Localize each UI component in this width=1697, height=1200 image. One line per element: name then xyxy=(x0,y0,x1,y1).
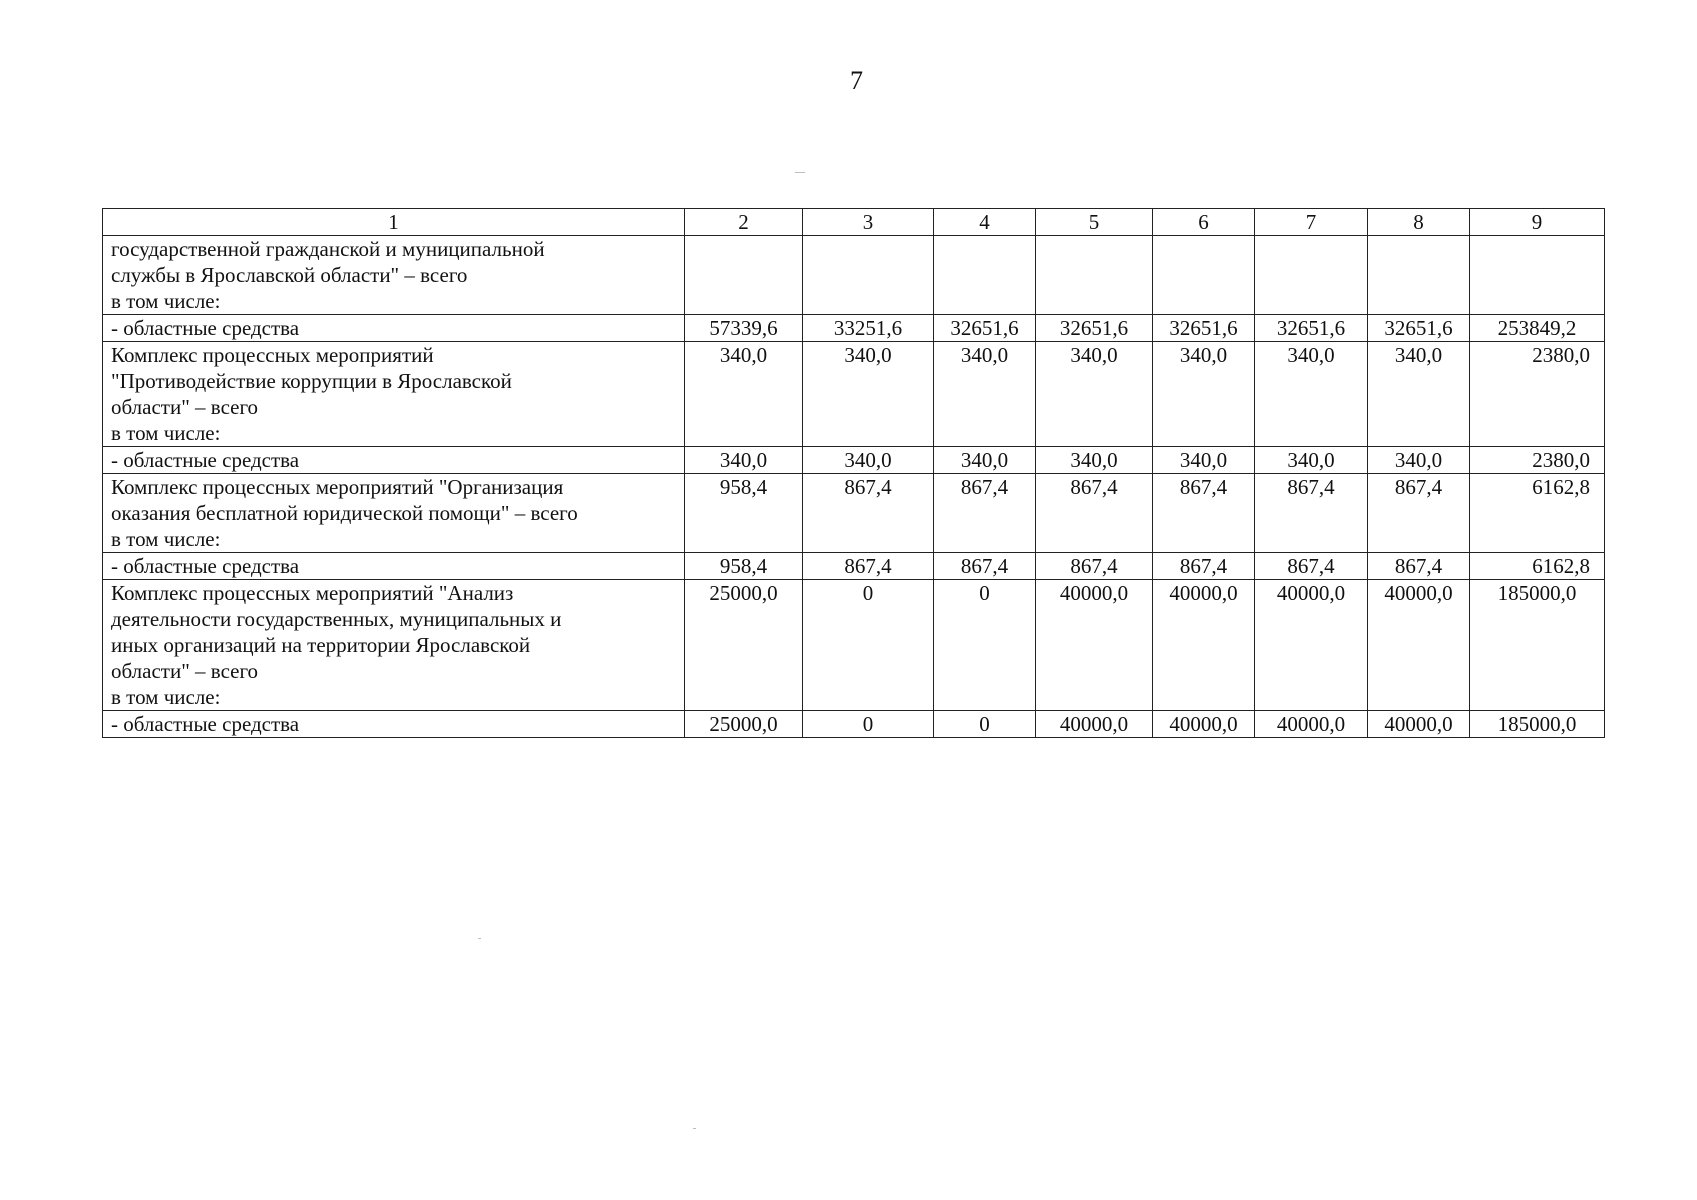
scan-artifact xyxy=(478,938,481,939)
table-cell: 253849,2 xyxy=(1470,315,1605,342)
table-row xyxy=(103,474,1605,553)
column-header: 2 xyxy=(685,209,803,236)
table-cell: 867,4 xyxy=(803,474,934,553)
table-cell: 867,4 xyxy=(1255,553,1368,580)
scan-artifact xyxy=(693,1128,696,1129)
table-cell: 40000,0 xyxy=(1153,580,1255,711)
table-cell: 6162,8 xyxy=(1470,474,1605,553)
row-label-line: в том числе: xyxy=(111,289,221,313)
table-cell: 32651,6 xyxy=(934,315,1036,342)
table-row xyxy=(103,711,1605,738)
table-cell: 0 xyxy=(934,711,1036,738)
table-cell: 25000,0 xyxy=(685,580,803,711)
table-cell: 40000,0 xyxy=(1036,711,1153,738)
table-cell: 340,0 xyxy=(934,342,1036,447)
table-cell: 867,4 xyxy=(1153,474,1255,553)
row-label-line: службы в Ярославской области" – всего xyxy=(111,263,468,287)
row-label xyxy=(103,236,685,315)
column-header: 7 xyxy=(1255,209,1368,236)
table-cell: 340,0 xyxy=(685,447,803,474)
row-label xyxy=(103,553,685,580)
row-label xyxy=(103,447,685,474)
table-cell: 2380,0 xyxy=(1470,447,1605,474)
table-cell: 340,0 xyxy=(1036,342,1153,447)
table-cell: 340,0 xyxy=(934,447,1036,474)
table-cell xyxy=(934,236,1036,315)
table-cell: 2380,0 xyxy=(1470,342,1605,447)
row-label xyxy=(103,474,685,553)
table-cell: 867,4 xyxy=(934,474,1036,553)
column-header: 8 xyxy=(1368,209,1470,236)
table-cell: 0 xyxy=(803,711,934,738)
table-cell: 40000,0 xyxy=(1036,580,1153,711)
table-cell: 340,0 xyxy=(803,342,934,447)
row-label-line: "Противодействие коррупции в Ярославской xyxy=(111,369,512,393)
table-cell: 185000,0 xyxy=(1470,580,1605,711)
table-cell: 40000,0 xyxy=(1153,711,1255,738)
table-cell: 340,0 xyxy=(1153,342,1255,447)
table-cell: 340,0 xyxy=(685,342,803,447)
table-cell: 32651,6 xyxy=(1036,315,1153,342)
table-cell: 340,0 xyxy=(803,447,934,474)
table-cell xyxy=(1470,236,1605,315)
table-cell xyxy=(1368,236,1470,315)
table-cell: 867,4 xyxy=(1255,474,1368,553)
row-label-line: - областные средства xyxy=(111,554,300,578)
row-label-line: в том числе: xyxy=(111,527,221,551)
row-label-line: Комплекс процессных мероприятий xyxy=(111,343,434,367)
table-cell xyxy=(1153,236,1255,315)
table-cell: 958,4 xyxy=(685,474,803,553)
table-row xyxy=(103,553,1605,580)
row-label xyxy=(103,711,685,738)
table-row xyxy=(103,342,1605,447)
row-label-line: в том числе: xyxy=(111,421,221,445)
row-label-line: оказания бесплатной юридической помощи" – всего xyxy=(111,501,578,525)
table-cell xyxy=(803,236,934,315)
table-row xyxy=(103,236,1605,315)
row-label-line: в том числе: xyxy=(111,685,221,709)
row-label-line: области" – всего xyxy=(111,659,259,683)
row-label xyxy=(103,580,685,711)
column-header: 3 xyxy=(803,209,934,236)
table-cell: 867,4 xyxy=(1368,553,1470,580)
table-cell: 340,0 xyxy=(1036,447,1153,474)
budget-table xyxy=(102,208,1605,738)
table-cell: 340,0 xyxy=(1368,447,1470,474)
table-cell: 6162,8 xyxy=(1470,553,1605,580)
table-cell: 40000,0 xyxy=(1255,580,1368,711)
table-cell: 0 xyxy=(934,580,1036,711)
table-cell: 867,4 xyxy=(1036,474,1153,553)
table-cell xyxy=(685,236,803,315)
table-cell: 40000,0 xyxy=(1255,711,1368,738)
row-label xyxy=(103,315,685,342)
row-label-line: - областные средства xyxy=(111,712,300,736)
table-cell: 33251,6 xyxy=(803,315,934,342)
row-label-line: Комплекс процессных мероприятий "Организация xyxy=(111,475,564,499)
table-cell: 40000,0 xyxy=(1368,580,1470,711)
column-header: 4 xyxy=(934,209,1036,236)
table-row xyxy=(103,315,1605,342)
row-label-line: деятельности государственных, муниципальных и xyxy=(111,607,562,631)
table-cell: 958,4 xyxy=(685,553,803,580)
row-label-line: государственной гражданской и муниципальной xyxy=(111,237,545,261)
table-cell xyxy=(1255,236,1368,315)
table-cell: 185000,0 xyxy=(1470,711,1605,738)
table-cell: 340,0 xyxy=(1368,342,1470,447)
table-cell: 867,4 xyxy=(1368,474,1470,553)
column-header: 9 xyxy=(1470,209,1605,236)
table-cell: 867,4 xyxy=(803,553,934,580)
table-cell: 25000,0 xyxy=(685,711,803,738)
table-cell: 0 xyxy=(803,580,934,711)
row-label-line: Комплекс процессных мероприятий "Анализ xyxy=(111,581,514,605)
row-label-line: области" – всего xyxy=(111,395,259,419)
table-cell: 40000,0 xyxy=(1368,711,1470,738)
table-cell: 340,0 xyxy=(1255,447,1368,474)
page-number: 7 xyxy=(850,66,863,95)
table-row xyxy=(103,580,1605,711)
scan-artifact xyxy=(795,172,805,173)
column-header: 1 xyxy=(103,209,685,236)
table-cell: 32651,6 xyxy=(1368,315,1470,342)
table-cell: 57339,6 xyxy=(685,315,803,342)
table-cell: 867,4 xyxy=(934,553,1036,580)
row-label-line: иных организаций на территории Ярославской xyxy=(111,633,531,657)
table-cell: 867,4 xyxy=(1036,553,1153,580)
table-row xyxy=(103,447,1605,474)
row-label xyxy=(103,342,685,447)
column-header: 6 xyxy=(1153,209,1255,236)
table-cell: 867,4 xyxy=(1153,553,1255,580)
table-cell: 340,0 xyxy=(1153,447,1255,474)
table-cell: 340,0 xyxy=(1255,342,1368,447)
table-header-row xyxy=(103,209,1605,236)
row-label-line: - областные средства xyxy=(111,316,300,340)
table-cell: 32651,6 xyxy=(1255,315,1368,342)
column-header: 5 xyxy=(1036,209,1153,236)
table-cell: 32651,6 xyxy=(1153,315,1255,342)
row-label-line: - областные средства xyxy=(111,448,300,472)
table-cell xyxy=(1036,236,1153,315)
